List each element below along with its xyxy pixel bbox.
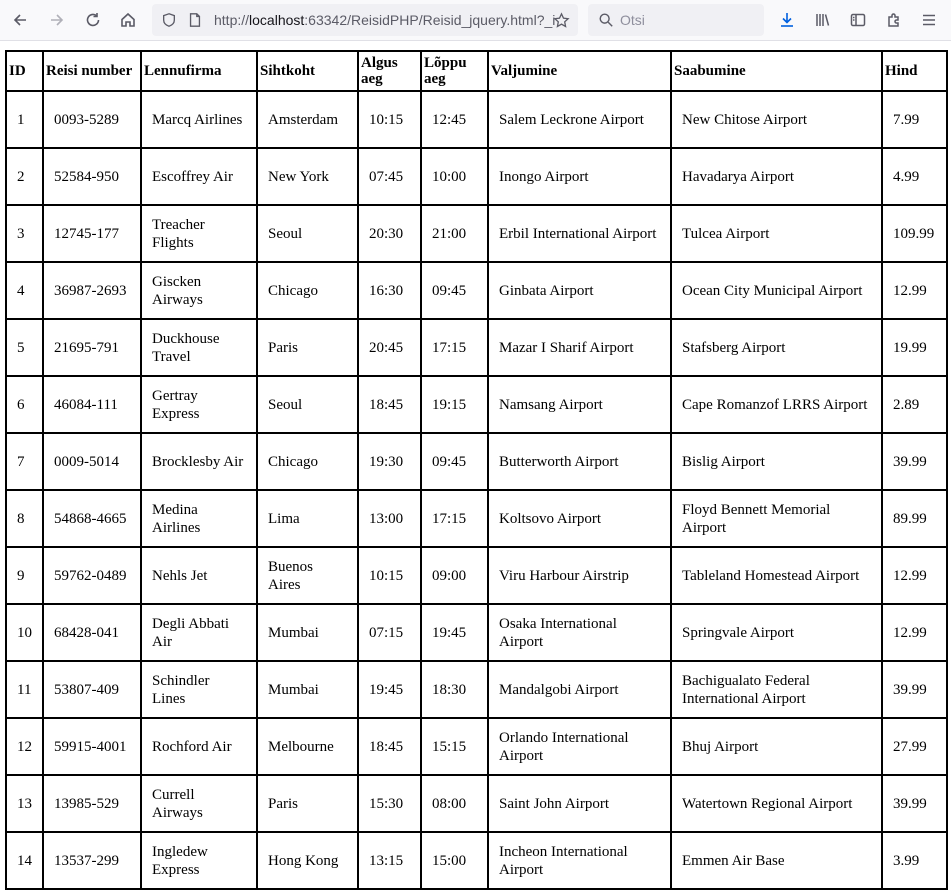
- cell-lennufirma: Duckhouse Travel: [141, 319, 257, 376]
- header-sihtkoht: Sihtkoht: [257, 51, 358, 91]
- cell-algus-aeg: 19:45: [358, 661, 421, 718]
- bookmark-star-icon[interactable]: [552, 11, 570, 29]
- cell-sihtkoht: Lima: [257, 490, 358, 547]
- cell-loppu-aeg: 19:15: [421, 376, 488, 433]
- download-icon[interactable]: [775, 8, 799, 32]
- cell-saabumine: Watertown Regional Airport: [671, 775, 882, 832]
- cell-reisi-number: 53807-409: [43, 661, 141, 718]
- header-loppu-aeg: Lõppu aeg: [421, 51, 488, 91]
- cell-sihtkoht: Chicago: [257, 433, 358, 490]
- table-row: [6, 205, 947, 262]
- cell-algus-aeg: 19:30: [358, 433, 421, 490]
- cell-valjumine: Salem Leckrone Airport: [488, 91, 671, 148]
- cell-saabumine: Stafsberg Airport: [671, 319, 882, 376]
- cell-id: 6: [6, 376, 43, 433]
- cell-id: 7: [6, 433, 43, 490]
- table-row: [6, 547, 947, 604]
- cell-loppu-aeg: 12:45: [421, 91, 488, 148]
- cell-valjumine: Viru Harbour Airstrip: [488, 547, 671, 604]
- cell-hind: 39.99: [882, 661, 947, 718]
- table-row: [6, 832, 947, 889]
- cell-id: 4: [6, 262, 43, 319]
- cell-sihtkoht: Buenos Aires: [257, 547, 358, 604]
- cell-reisi-number: 54868-4665: [43, 490, 141, 547]
- cell-saabumine: Ocean City Municipal Airport: [671, 262, 882, 319]
- cell-reisi-number: 0009-5014: [43, 433, 141, 490]
- menu-icon[interactable]: [917, 8, 941, 32]
- cell-reisi-number: 36987-2693: [43, 262, 141, 319]
- header-id: ID: [6, 51, 43, 91]
- cell-id: 10: [6, 604, 43, 661]
- cell-valjumine: Ginbata Airport: [488, 262, 671, 319]
- cell-loppu-aeg: 15:15: [421, 718, 488, 775]
- cell-valjumine: Osaka International Airport: [488, 604, 671, 661]
- header-saabumine: Saabumine: [671, 51, 882, 91]
- cell-loppu-aeg: 10:00: [421, 148, 488, 205]
- cell-algus-aeg: 15:30: [358, 775, 421, 832]
- cell-loppu-aeg: 21:00: [421, 205, 488, 262]
- header-hind: Hind: [882, 51, 947, 91]
- cell-valjumine: Erbil International Airport: [488, 205, 671, 262]
- cell-valjumine: Namsang Airport: [488, 376, 671, 433]
- cell-sihtkoht: Seoul: [257, 205, 358, 262]
- cell-lennufirma: Medina Airlines: [141, 490, 257, 547]
- cell-loppu-aeg: 19:45: [421, 604, 488, 661]
- header-valjumine: Valjumine: [488, 51, 671, 91]
- cell-valjumine: Butterworth Airport: [488, 433, 671, 490]
- cell-sihtkoht: Chicago: [257, 262, 358, 319]
- cell-saabumine: Cape Romanzof LRRS Airport: [671, 376, 882, 433]
- cell-hind: 109.99: [882, 205, 947, 262]
- cell-algus-aeg: 10:15: [358, 91, 421, 148]
- sidebar-icon[interactable]: [846, 8, 870, 32]
- cell-lennufirma: Gertray Express: [141, 376, 257, 433]
- cell-id: 8: [6, 490, 43, 547]
- url-path: :63342/ReisidPHP/Reisid_jquery.html?_i: [304, 12, 556, 28]
- cell-id: 9: [6, 547, 43, 604]
- cell-algus-aeg: 13:00: [358, 490, 421, 547]
- cell-lennufirma: Schindler Lines: [141, 661, 257, 718]
- cell-sihtkoht: Mumbai: [257, 604, 358, 661]
- cell-loppu-aeg: 17:15: [421, 319, 488, 376]
- table-row: [6, 433, 947, 490]
- cell-algus-aeg: 13:15: [358, 832, 421, 889]
- flights-table: [5, 50, 948, 890]
- cell-reisi-number: 46084-111: [43, 376, 141, 433]
- cell-id: 1: [6, 91, 43, 148]
- cell-loppu-aeg: 09:45: [421, 262, 488, 319]
- cell-lennufirma: Degli Abbati Air: [141, 604, 257, 661]
- cell-saabumine: Tableland Homestead Airport: [671, 547, 882, 604]
- home-icon[interactable]: [116, 8, 140, 32]
- cell-lennufirma: Ingledew Express: [141, 832, 257, 889]
- cell-algus-aeg: 18:45: [358, 376, 421, 433]
- cell-sihtkoht: New York: [257, 148, 358, 205]
- search-placeholder: Otsi: [620, 12, 645, 28]
- cell-valjumine: Orlando International Airport: [488, 718, 671, 775]
- cell-id: 11: [6, 661, 43, 718]
- cell-algus-aeg: 07:45: [358, 148, 421, 205]
- cell-valjumine: Incheon International Airport: [488, 832, 671, 889]
- table-header-row: [6, 51, 947, 91]
- cell-hind: 3.99: [882, 832, 947, 889]
- cell-id: 13: [6, 775, 43, 832]
- cell-saabumine: Floyd Bennett Memorial Airport: [671, 490, 882, 547]
- cell-id: 2: [6, 148, 43, 205]
- page-icon[interactable]: [186, 11, 204, 29]
- cell-valjumine: Saint John Airport: [488, 775, 671, 832]
- cell-id: 14: [6, 832, 43, 889]
- search-bar[interactable]: [588, 4, 764, 36]
- cell-loppu-aeg: 15:00: [421, 832, 488, 889]
- cell-hind: 2.89: [882, 376, 947, 433]
- cell-sihtkoht: Mumbai: [257, 661, 358, 718]
- cell-lennufirma: Escoffrey Air: [141, 148, 257, 205]
- cell-loppu-aeg: 08:00: [421, 775, 488, 832]
- cell-lennufirma: Marcq Airlines: [141, 91, 257, 148]
- table-row: [6, 376, 947, 433]
- cell-reisi-number: 52584-950: [43, 148, 141, 205]
- cell-reisi-number: 0093-5289: [43, 91, 141, 148]
- header-lennufirma: Lennufirma: [141, 51, 257, 91]
- cell-sihtkoht: Paris: [257, 319, 358, 376]
- cell-lennufirma: Nehls Jet: [141, 547, 257, 604]
- url-host: localhost: [249, 12, 305, 28]
- cell-hind: 12.99: [882, 262, 947, 319]
- cell-id: 5: [6, 319, 43, 376]
- cell-hind: 7.99: [882, 91, 947, 148]
- cell-lennufirma: Brocklesby Air: [141, 433, 257, 490]
- cell-hind: 12.99: [882, 547, 947, 604]
- cell-valjumine: Inongo Airport: [488, 148, 671, 205]
- cell-algus-aeg: 18:45: [358, 718, 421, 775]
- cell-hind: 39.99: [882, 775, 947, 832]
- cell-reisi-number: 59915-4001: [43, 718, 141, 775]
- cell-hind: 89.99: [882, 490, 947, 547]
- cell-algus-aeg: 20:45: [358, 319, 421, 376]
- library-icon[interactable]: [811, 8, 835, 32]
- cell-loppu-aeg: 09:45: [421, 433, 488, 490]
- extensions-icon[interactable]: [882, 8, 906, 32]
- cell-sihtkoht: Hong Kong: [257, 832, 358, 889]
- cell-sihtkoht: Melbourne: [257, 718, 358, 775]
- cell-loppu-aeg: 09:00: [421, 547, 488, 604]
- cell-loppu-aeg: 17:15: [421, 490, 488, 547]
- cell-reisi-number: 13537-299: [43, 832, 141, 889]
- cell-sihtkoht: Paris: [257, 775, 358, 832]
- cell-saabumine: Bislig Airport: [671, 433, 882, 490]
- cell-lennufirma: Currell Airways: [141, 775, 257, 832]
- cell-lennufirma: Treacher Flights: [141, 205, 257, 262]
- page-content: [0, 41, 951, 878]
- search-icon: [598, 12, 614, 28]
- forward-icon[interactable]: [45, 8, 69, 32]
- cell-sihtkoht: Amsterdam: [257, 91, 358, 148]
- cell-reisi-number: 59762-0489: [43, 547, 141, 604]
- url-prefix: http://: [214, 12, 250, 28]
- cell-id: 3: [6, 205, 43, 262]
- cell-valjumine: Mazar I Sharif Airport: [488, 319, 671, 376]
- cell-saabumine: Bachigualato Federal International Airport: [671, 661, 882, 718]
- table-row: [6, 262, 947, 319]
- url-bar[interactable]: [152, 4, 578, 36]
- cell-reisi-number: 12745-177: [43, 205, 141, 262]
- cell-saabumine: Springvale Airport: [671, 604, 882, 661]
- url-text[interactable]: [214, 12, 556, 28]
- cell-algus-aeg: 16:30: [358, 262, 421, 319]
- table-row: [6, 319, 947, 376]
- table-row: [6, 775, 947, 832]
- cell-saabumine: Bhuj Airport: [671, 718, 882, 775]
- cell-saabumine: Havadarya Airport: [671, 148, 882, 205]
- table-row: [6, 148, 947, 205]
- cell-hind: 12.99: [882, 604, 947, 661]
- table-row: [6, 718, 947, 775]
- back-icon[interactable]: [8, 8, 32, 32]
- header-algus-aeg: Algus aeg: [358, 51, 421, 91]
- table-row: [6, 490, 947, 547]
- cell-algus-aeg: 07:15: [358, 604, 421, 661]
- cell-saabumine: Tulcea Airport: [671, 205, 882, 262]
- cell-id: 12: [6, 718, 43, 775]
- cell-hind: 19.99: [882, 319, 947, 376]
- cell-reisi-number: 13985-529: [43, 775, 141, 832]
- cell-hind: 4.99: [882, 148, 947, 205]
- cell-reisi-number: 68428-041: [43, 604, 141, 661]
- cell-lennufirma: Rochford Air: [141, 718, 257, 775]
- reload-icon[interactable]: [81, 8, 105, 32]
- shield-icon[interactable]: [160, 11, 178, 29]
- table-row: [6, 604, 947, 661]
- cell-saabumine: Emmen Air Base: [671, 832, 882, 889]
- cell-saabumine: New Chitose Airport: [671, 91, 882, 148]
- cell-loppu-aeg: 18:30: [421, 661, 488, 718]
- browser-toolbar: [0, 0, 951, 41]
- cell-valjumine: Koltsovo Airport: [488, 490, 671, 547]
- header-reisi-number: Reisi number: [43, 51, 141, 91]
- cell-algus-aeg: 10:15: [358, 547, 421, 604]
- table-row: [6, 661, 947, 718]
- table-row: [6, 91, 947, 148]
- cell-hind: 27.99: [882, 718, 947, 775]
- cell-sihtkoht: Seoul: [257, 376, 358, 433]
- cell-valjumine: Mandalgobi Airport: [488, 661, 671, 718]
- cell-algus-aeg: 20:30: [358, 205, 421, 262]
- cell-hind: 39.99: [882, 433, 947, 490]
- cell-reisi-number: 21695-791: [43, 319, 141, 376]
- cell-lennufirma: Giscken Airways: [141, 262, 257, 319]
